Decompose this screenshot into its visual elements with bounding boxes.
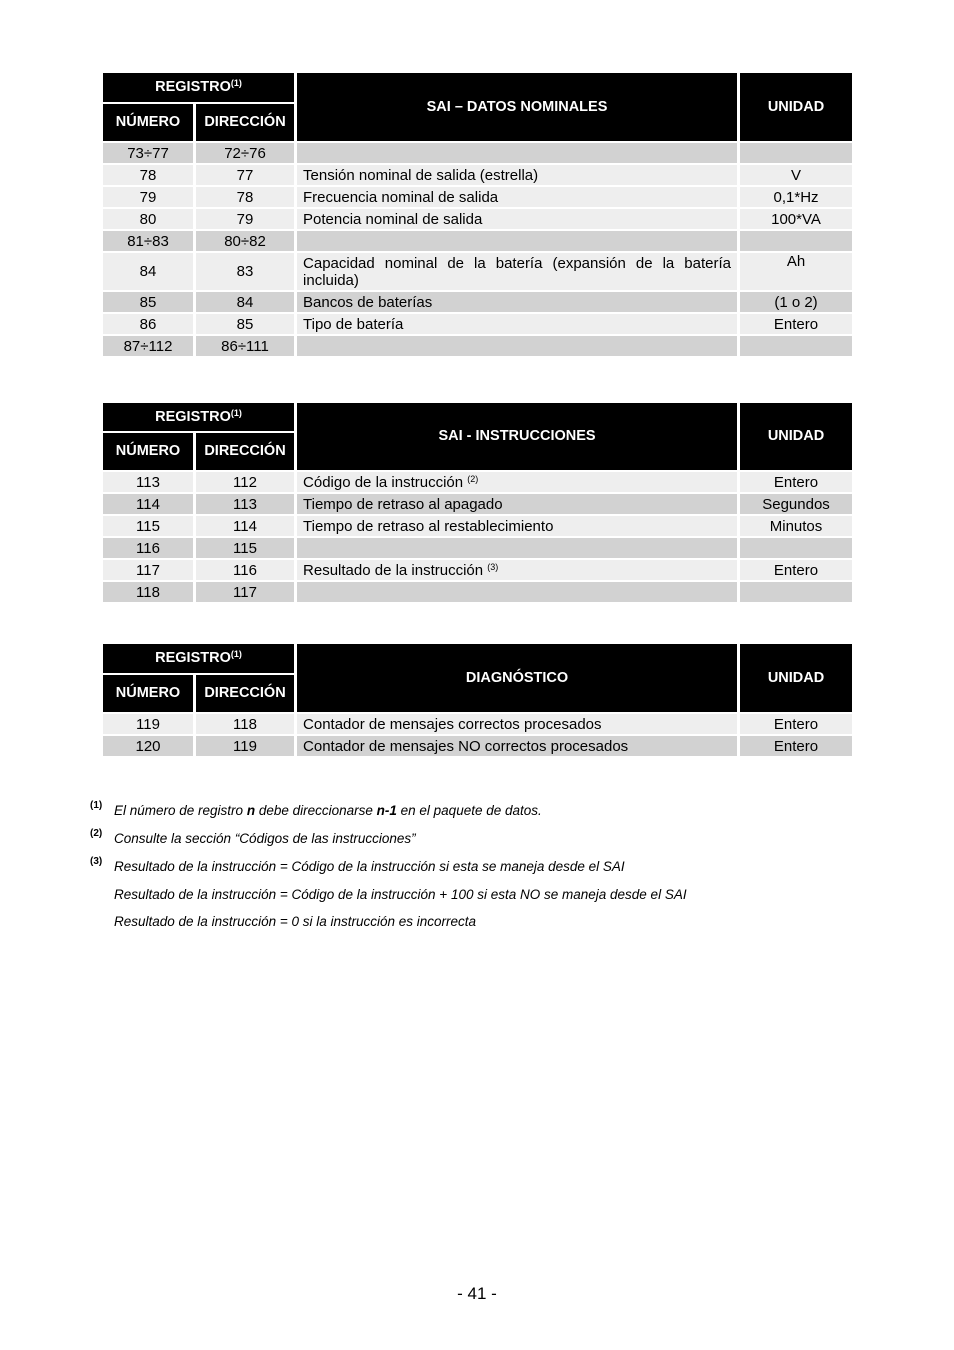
footnote-mark: (3) (90, 856, 103, 867)
table-row: 118 117 (103, 582, 852, 602)
footnotes (90, 797, 850, 935)
table-row: 120 119 Contador de mensajes NO correctos procesados Entero (103, 736, 852, 756)
page-number: - 41 - (457, 1284, 497, 1303)
registro-header: REGISTRO$^{(1)}$ (103, 73, 294, 102)
table-row: 119 118 Contador de mensajes correctos procesados Entero (103, 714, 852, 734)
table-row: 73÷77 72÷76 (103, 143, 852, 163)
datos-nominales-table (100, 71, 855, 358)
direccion-header: DIRECCIÓN (196, 675, 294, 712)
table-row: 78 77 Tensión nominal de salida (estrella) V (103, 165, 852, 185)
numero-header: NÚMERO (103, 104, 193, 141)
footnote-mark: (1) (90, 800, 103, 811)
footnote-3: (3) Resultado de la instrucción = Código de la instrucción si esta se maneja desde el SAI (90, 853, 850, 881)
table-title-header: SAI – DATOS NOMINALES (297, 73, 737, 141)
numero-header: NÚMERO (103, 675, 193, 712)
numero-header: NÚMERO (103, 433, 193, 470)
table-row: 117 116 Resultado de la instrucción $^{(3)}$ Entero (103, 560, 852, 580)
table-title-header: DIAGNÓSTICO (297, 644, 737, 712)
table-row: 86 85 Tipo de batería Entero (103, 314, 852, 334)
footnote-1: (1) El número de registro n debe direccionarse n-1 en el paquete de datos. (90, 797, 850, 825)
unidad-header: UNIDAD (740, 403, 852, 470)
diagnostico-table (100, 642, 855, 758)
footnote-2: (2) Consulte la sección “Códigos de las instrucciones” (90, 825, 850, 853)
registro-header: REGISTRO$^{(1)}$ (103, 403, 294, 431)
instrucciones-table (100, 401, 855, 604)
table-row: 85 84 Bancos de baterías (1 o 2) (103, 292, 852, 312)
footnote-3-line-3: Resultado de la instrucción = 0 si la instrucción es incorrecta (114, 914, 477, 929)
table-title-header: SAI - INSTRUCCIONES (297, 403, 737, 470)
unidad-header: UNIDAD (740, 73, 852, 141)
footnote-3-line-2: Resultado de la instrucción = Código de la instrucción + 100 si esta NO se maneja desde el SAI (114, 887, 687, 902)
table-row: 81÷83 80÷82 (103, 231, 852, 251)
direccion-header: DIRECCIÓN (196, 104, 294, 141)
registro-header: REGISTRO$^{(1)}$ (103, 644, 294, 673)
table-row: 115 114 Tiempo de retraso al restablecimiento Minutos (103, 516, 852, 536)
table-row: 114 113 Tiempo de retraso al apagado Segundos (103, 494, 852, 514)
table-row: 116 115 (103, 538, 852, 558)
footnote-mark: (2) (90, 828, 103, 839)
table-row: 80 79 Potencia nominal de salida 100*VA (103, 209, 852, 229)
table-row: 79 78 Frecuencia nominal de salida 0,1*Hz (103, 187, 852, 207)
table-row: 84 83 Capacidad nominal de la batería (expansión de la batería incluida) Ah (103, 253, 852, 290)
direccion-header: DIRECCIÓN (196, 433, 294, 470)
unidad-header: UNIDAD (740, 644, 852, 712)
table-row: 113 112 Código de la instrucción $^{(2)}$ Entero (103, 472, 852, 492)
table-row: 87÷112 86÷111 (103, 336, 852, 356)
